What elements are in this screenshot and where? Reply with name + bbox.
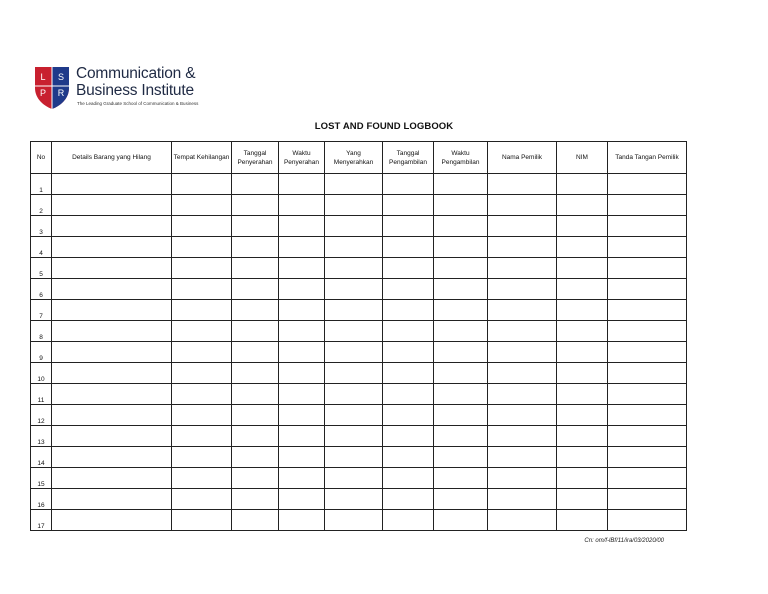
table-cell <box>383 489 434 510</box>
table-cell <box>557 195 608 216</box>
table-cell <box>488 195 557 216</box>
table-cell <box>608 258 687 279</box>
table-cell <box>325 258 383 279</box>
table-cell <box>557 321 608 342</box>
row-number: 11 <box>31 384 52 405</box>
table-row <box>31 510 687 531</box>
table-cell <box>279 489 325 510</box>
table-cell <box>279 468 325 489</box>
table-cell <box>232 468 279 489</box>
table-cell <box>279 258 325 279</box>
row-number: 10 <box>31 363 52 384</box>
table-row <box>31 216 687 237</box>
lspr-shield-icon <box>33 64 71 110</box>
table-row <box>31 258 687 279</box>
table-cell <box>608 174 687 195</box>
table-row <box>31 279 687 300</box>
table-cell <box>52 216 172 237</box>
table-row <box>31 426 687 447</box>
table-cell <box>232 237 279 258</box>
table-cell <box>52 405 172 426</box>
table-cell <box>608 447 687 468</box>
table-cell <box>434 237 488 258</box>
column-header-handover-time: Waktu Penyerahan <box>279 142 325 174</box>
table-cell <box>279 321 325 342</box>
table-cell <box>52 258 172 279</box>
row-number: 2 <box>31 195 52 216</box>
table-cell <box>279 447 325 468</box>
table-cell <box>434 510 488 531</box>
table-cell <box>52 174 172 195</box>
table-cell <box>383 174 434 195</box>
table-cell <box>383 468 434 489</box>
table-cell <box>279 510 325 531</box>
table-row <box>31 363 687 384</box>
table-cell <box>325 342 383 363</box>
table-cell <box>232 384 279 405</box>
table-cell <box>383 384 434 405</box>
table-row <box>31 300 687 321</box>
table-cell <box>325 384 383 405</box>
table-cell <box>52 195 172 216</box>
column-header-no: No <box>31 142 52 174</box>
table-cell <box>52 363 172 384</box>
table-cell <box>383 279 434 300</box>
table-cell <box>608 510 687 531</box>
table-cell <box>279 279 325 300</box>
table-cell <box>52 384 172 405</box>
table-cell <box>383 300 434 321</box>
table-cell <box>557 216 608 237</box>
table-cell <box>172 468 232 489</box>
column-header-handover-date: Tanggal Penyerahan <box>232 142 279 174</box>
table-cell <box>279 300 325 321</box>
table-cell <box>608 363 687 384</box>
table-cell <box>172 195 232 216</box>
table-cell <box>325 174 383 195</box>
row-number: 14 <box>31 447 52 468</box>
row-number: 12 <box>31 405 52 426</box>
table-cell <box>52 468 172 489</box>
table-row <box>31 195 687 216</box>
column-header-submitter: Yang Menyerahkan <box>325 142 383 174</box>
table-cell <box>488 384 557 405</box>
table-cell <box>325 216 383 237</box>
table-row <box>31 174 687 195</box>
table-cell <box>279 363 325 384</box>
table-cell <box>488 174 557 195</box>
table-cell <box>279 237 325 258</box>
table-cell <box>52 489 172 510</box>
table-cell <box>434 216 488 237</box>
table-cell <box>279 174 325 195</box>
row-number: 1 <box>31 174 52 195</box>
logo-letter-l: L <box>40 72 46 82</box>
table-cell <box>557 258 608 279</box>
table-cell <box>608 216 687 237</box>
table-cell <box>608 300 687 321</box>
table-cell <box>434 405 488 426</box>
table-cell <box>488 321 557 342</box>
table-cell <box>52 321 172 342</box>
table-cell <box>172 489 232 510</box>
table-cell <box>52 426 172 447</box>
row-number: 5 <box>31 258 52 279</box>
table-cell <box>488 237 557 258</box>
row-number: 15 <box>31 468 52 489</box>
table-cell <box>325 195 383 216</box>
table-cell <box>172 279 232 300</box>
table-cell <box>279 342 325 363</box>
table-cell <box>608 279 687 300</box>
table-cell <box>232 174 279 195</box>
table-cell <box>557 384 608 405</box>
table-cell <box>608 321 687 342</box>
logo-letter-p: P <box>39 88 47 98</box>
table-cell <box>434 195 488 216</box>
table-row <box>31 384 687 405</box>
table-cell <box>488 342 557 363</box>
table-cell <box>325 405 383 426</box>
table-cell <box>232 300 279 321</box>
table-cell <box>325 300 383 321</box>
table-cell <box>434 279 488 300</box>
table-cell <box>434 342 488 363</box>
table-cell <box>488 258 557 279</box>
table-cell <box>434 258 488 279</box>
column-header-nim: NIM <box>557 142 608 174</box>
table-cell <box>488 510 557 531</box>
table-cell <box>232 321 279 342</box>
table-cell <box>608 489 687 510</box>
table-cell <box>557 468 608 489</box>
table-cell <box>325 447 383 468</box>
table-cell <box>488 216 557 237</box>
table-cell <box>52 279 172 300</box>
table-cell <box>488 279 557 300</box>
table-cell <box>557 447 608 468</box>
table-cell <box>383 342 434 363</box>
table-cell <box>52 342 172 363</box>
table-cell <box>488 405 557 426</box>
table-cell <box>325 321 383 342</box>
row-number: 6 <box>31 279 52 300</box>
table-cell <box>279 195 325 216</box>
table-cell <box>172 426 232 447</box>
table-cell <box>172 321 232 342</box>
logo-name-line1: Communication & <box>76 65 196 82</box>
table-cell <box>383 363 434 384</box>
table-cell <box>172 405 232 426</box>
table-row <box>31 405 687 426</box>
table-cell <box>488 489 557 510</box>
row-number: 13 <box>31 426 52 447</box>
table-cell <box>325 510 383 531</box>
table-cell <box>172 258 232 279</box>
table-cell <box>608 195 687 216</box>
table-cell <box>434 426 488 447</box>
table-cell <box>557 342 608 363</box>
table-cell <box>383 510 434 531</box>
table-cell <box>608 237 687 258</box>
table-cell <box>383 405 434 426</box>
column-header-pickup-time: Waktu Pengambilan <box>434 142 488 174</box>
table-cell <box>557 279 608 300</box>
logbook-table <box>30 141 687 531</box>
table-cell <box>557 489 608 510</box>
table-cell <box>557 426 608 447</box>
table-cell <box>279 216 325 237</box>
table-cell <box>172 510 232 531</box>
table-cell <box>325 279 383 300</box>
table-cell <box>325 363 383 384</box>
table-cell <box>383 237 434 258</box>
table-cell <box>172 300 232 321</box>
table-cell <box>172 342 232 363</box>
table-cell <box>488 300 557 321</box>
table-cell <box>172 447 232 468</box>
page-title: LOST AND FOUND LOGBOOK <box>314 121 454 132</box>
table-cell <box>52 447 172 468</box>
table-cell <box>279 405 325 426</box>
table-cell <box>52 237 172 258</box>
logo-name-line2: Business Institute <box>76 82 194 99</box>
row-number: 17 <box>31 510 52 531</box>
table-cell <box>232 195 279 216</box>
row-number: 8 <box>31 321 52 342</box>
table-cell <box>52 300 172 321</box>
logo-letter-s: S <box>57 72 65 82</box>
row-number: 9 <box>31 342 52 363</box>
table-row <box>31 468 687 489</box>
table-cell <box>232 279 279 300</box>
table-cell <box>434 300 488 321</box>
logo-letter-r: R <box>57 88 65 98</box>
table-cell <box>279 384 325 405</box>
table-row <box>31 237 687 258</box>
row-number: 16 <box>31 489 52 510</box>
table-cell <box>557 300 608 321</box>
table-cell <box>52 510 172 531</box>
table-cell <box>434 468 488 489</box>
table-cell <box>172 237 232 258</box>
table-cell <box>232 510 279 531</box>
table-cell <box>434 363 488 384</box>
column-header-pickup-date: Tanggal Pengambilan <box>383 142 434 174</box>
table-cell <box>557 363 608 384</box>
table-cell <box>557 405 608 426</box>
table-cell <box>325 489 383 510</box>
column-header-place: Tempat Kehilangan <box>172 142 232 174</box>
table-cell <box>557 510 608 531</box>
table-cell <box>232 258 279 279</box>
table-cell <box>325 237 383 258</box>
table-cell <box>608 426 687 447</box>
logo-tagline: The Leading Graduate School of Communication & Business <box>77 101 199 106</box>
table-cell <box>434 447 488 468</box>
table-cell <box>232 363 279 384</box>
institute-logo <box>33 64 233 112</box>
table-cell <box>608 405 687 426</box>
table-cell <box>232 342 279 363</box>
table-row <box>31 447 687 468</box>
table-cell <box>172 216 232 237</box>
table-cell <box>232 216 279 237</box>
table-cell <box>434 489 488 510</box>
table-cell <box>608 384 687 405</box>
table-cell <box>608 468 687 489</box>
document-code: Cn: om/f-lBf/11/ira/03/2020/00 <box>584 538 664 544</box>
table-cell <box>172 384 232 405</box>
table-cell <box>557 174 608 195</box>
table-cell <box>383 216 434 237</box>
table-cell <box>232 426 279 447</box>
table-row <box>31 489 687 510</box>
table-cell <box>557 237 608 258</box>
table-cell <box>434 174 488 195</box>
table-cell <box>232 489 279 510</box>
table-cell <box>488 363 557 384</box>
row-number: 4 <box>31 237 52 258</box>
table-cell <box>383 321 434 342</box>
table-cell <box>434 321 488 342</box>
table-cell <box>172 363 232 384</box>
column-header-details: Details Barang yang Hilang <box>52 142 172 174</box>
table-row <box>31 342 687 363</box>
table-cell <box>488 426 557 447</box>
table-cell <box>383 258 434 279</box>
table-cell <box>434 384 488 405</box>
table-cell <box>383 447 434 468</box>
table-cell <box>279 426 325 447</box>
table-cell <box>383 426 434 447</box>
table-cell <box>232 447 279 468</box>
table-cell <box>325 468 383 489</box>
table-cell <box>172 174 232 195</box>
column-header-owner-signature: Tanda Tangan Pemilik <box>608 142 687 174</box>
table-cell <box>383 195 434 216</box>
table-cell <box>488 447 557 468</box>
table-cell <box>608 342 687 363</box>
table-cell <box>325 426 383 447</box>
table-header-row <box>31 142 687 174</box>
table-row <box>31 321 687 342</box>
table-cell <box>488 468 557 489</box>
table-cell <box>232 405 279 426</box>
column-header-owner-name: Nama Pemilik <box>488 142 557 174</box>
row-number: 3 <box>31 216 52 237</box>
row-number: 7 <box>31 300 52 321</box>
